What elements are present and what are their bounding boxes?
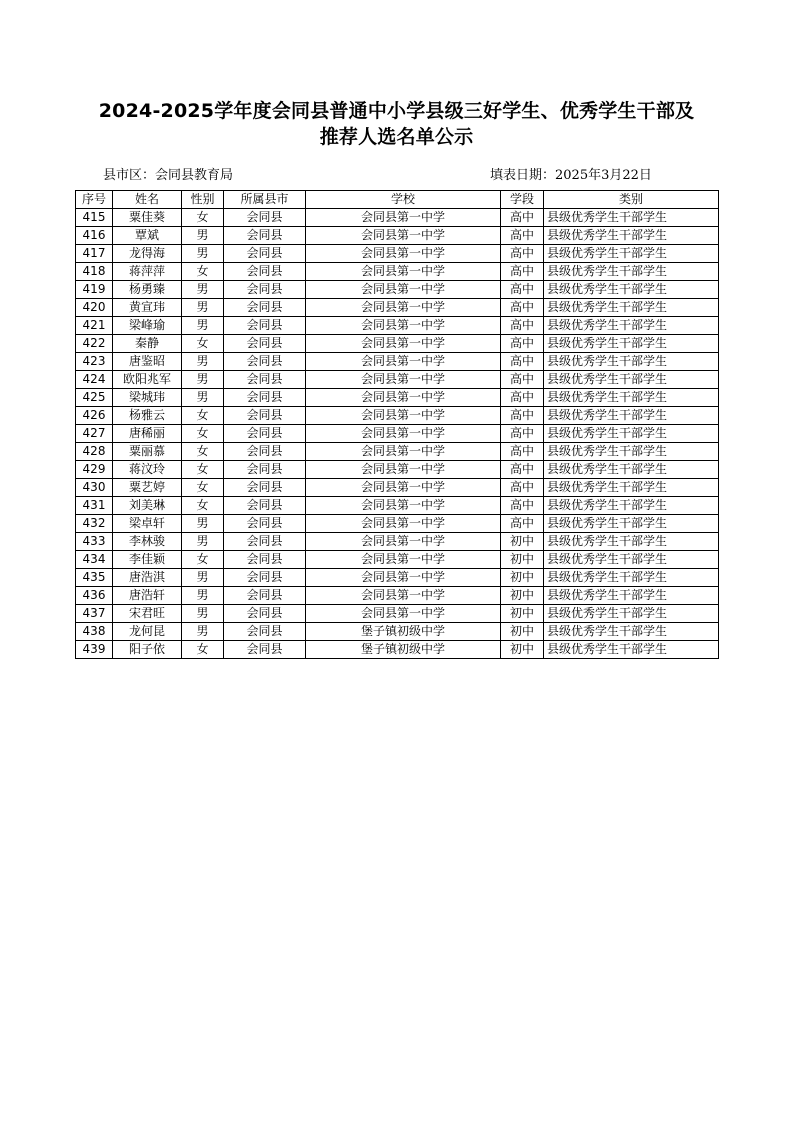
cell-name: 龙得海 <box>113 245 182 263</box>
cell-school: 会同县第一中学 <box>306 443 501 461</box>
table-row <box>76 209 719 227</box>
cell-school: 会同县第一中学 <box>306 497 501 515</box>
title-line-2: 推荐人选名单公示 <box>319 126 474 148</box>
cell-school: 会同县第一中学 <box>306 263 501 281</box>
table-body <box>76 209 719 659</box>
cell-stage: 初中 <box>501 641 544 659</box>
header-stage: 学段 <box>501 191 544 209</box>
cell-county: 会同县 <box>224 623 306 641</box>
cell-category: 县级优秀学生干部学生 <box>544 641 719 659</box>
cell-gender: 男 <box>182 587 224 605</box>
cell-county: 会同县 <box>224 569 306 587</box>
cell-category: 县级优秀学生干部学生 <box>544 587 719 605</box>
cell-gender: 男 <box>182 227 224 245</box>
cell-gender: 女 <box>182 461 224 479</box>
table-row <box>76 533 719 551</box>
cell-category: 县级优秀学生干部学生 <box>544 479 719 497</box>
cell-category: 县级优秀学生干部学生 <box>544 335 719 353</box>
cell-county: 会同县 <box>224 227 306 245</box>
table-row <box>76 263 719 281</box>
cell-gender: 男 <box>182 569 224 587</box>
cell-stage: 高中 <box>501 461 544 479</box>
cell-category: 县级优秀学生干部学生 <box>544 425 719 443</box>
cell-stage: 高中 <box>501 299 544 317</box>
cell-name: 粟艺婷 <box>113 479 182 497</box>
cell-gender: 女 <box>182 425 224 443</box>
cell-school: 会同县第一中学 <box>306 515 501 533</box>
cell-stage: 初中 <box>501 569 544 587</box>
cell-name: 梁卓轩 <box>113 515 182 533</box>
cell-index: 429 <box>76 461 113 479</box>
cell-index: 419 <box>76 281 113 299</box>
cell-school: 会同县第一中学 <box>306 389 501 407</box>
cell-gender: 男 <box>182 371 224 389</box>
cell-index: 436 <box>76 587 113 605</box>
cell-name: 李佳颖 <box>113 551 182 569</box>
cell-index: 439 <box>76 641 113 659</box>
cell-name: 唐稀丽 <box>113 425 182 443</box>
cell-index: 428 <box>76 443 113 461</box>
cell-category: 县级优秀学生干部学生 <box>544 605 719 623</box>
cell-index: 430 <box>76 479 113 497</box>
cell-school: 会同县第一中学 <box>306 425 501 443</box>
cell-category: 县级优秀学生干部学生 <box>544 515 719 533</box>
cell-index: 425 <box>76 389 113 407</box>
cell-category: 县级优秀学生干部学生 <box>544 623 719 641</box>
table-row <box>76 605 719 623</box>
cell-gender: 女 <box>182 497 224 515</box>
cell-school: 会同县第一中学 <box>306 353 501 371</box>
cell-stage: 高中 <box>501 281 544 299</box>
cell-stage: 高中 <box>501 209 544 227</box>
cell-county: 会同县 <box>224 245 306 263</box>
cell-county: 会同县 <box>224 389 306 407</box>
cell-category: 县级优秀学生干部学生 <box>544 371 719 389</box>
table-row <box>76 371 719 389</box>
cell-name: 欧阳兆军 <box>113 371 182 389</box>
cell-index: 418 <box>76 263 113 281</box>
cell-county: 会同县 <box>224 443 306 461</box>
cell-county: 会同县 <box>224 479 306 497</box>
cell-school: 会同县第一中学 <box>306 605 501 623</box>
cell-name: 阳子依 <box>113 641 182 659</box>
cell-county: 会同县 <box>224 263 306 281</box>
cell-category: 县级优秀学生干部学生 <box>544 209 719 227</box>
cell-gender: 女 <box>182 335 224 353</box>
cell-gender: 男 <box>182 605 224 623</box>
cell-school: 堡子镇初级中学 <box>306 641 501 659</box>
cell-category: 县级优秀学生干部学生 <box>544 551 719 569</box>
cell-index: 437 <box>76 605 113 623</box>
header-category: 类别 <box>544 191 719 209</box>
cell-stage: 高中 <box>501 245 544 263</box>
cell-school: 会同县第一中学 <box>306 407 501 425</box>
cell-index: 424 <box>76 371 113 389</box>
cell-gender: 女 <box>182 407 224 425</box>
cell-name: 宋君旺 <box>113 605 182 623</box>
table-row <box>76 389 719 407</box>
cell-category: 县级优秀学生干部学生 <box>544 407 719 425</box>
table-row <box>76 317 719 335</box>
cell-county: 会同县 <box>224 461 306 479</box>
cell-stage: 初中 <box>501 605 544 623</box>
cell-name: 杨勇臻 <box>113 281 182 299</box>
cell-county: 会同县 <box>224 605 306 623</box>
cell-school: 会同县第一中学 <box>306 299 501 317</box>
cell-name: 刘美琳 <box>113 497 182 515</box>
cell-name: 覃斌 <box>113 227 182 245</box>
cell-index: 421 <box>76 317 113 335</box>
cell-category: 县级优秀学生干部学生 <box>544 317 719 335</box>
cell-name: 蒋汶玲 <box>113 461 182 479</box>
cell-name: 唐浩轩 <box>113 587 182 605</box>
cell-county: 会同县 <box>224 281 306 299</box>
cell-gender: 女 <box>182 209 224 227</box>
cell-name: 蒋萍萍 <box>113 263 182 281</box>
table-header-row <box>76 191 719 209</box>
cell-gender: 男 <box>182 299 224 317</box>
table-row <box>76 461 719 479</box>
cell-stage: 高中 <box>501 335 544 353</box>
cell-stage: 初中 <box>501 587 544 605</box>
cell-county: 会同县 <box>224 209 306 227</box>
cell-school: 会同县第一中学 <box>306 479 501 497</box>
cell-gender: 女 <box>182 443 224 461</box>
cell-gender: 男 <box>182 353 224 371</box>
table-row <box>76 587 719 605</box>
table-row <box>76 623 719 641</box>
cell-name: 梁峰瑜 <box>113 317 182 335</box>
cell-stage: 高中 <box>501 317 544 335</box>
cell-stage: 初中 <box>501 533 544 551</box>
cell-gender: 男 <box>182 515 224 533</box>
cell-index: 422 <box>76 335 113 353</box>
cell-county: 会同县 <box>224 587 306 605</box>
cell-name: 秦静 <box>113 335 182 353</box>
cell-category: 县级优秀学生干部学生 <box>544 443 719 461</box>
table-row <box>76 443 719 461</box>
cell-category: 县级优秀学生干部学生 <box>544 497 719 515</box>
cell-stage: 高中 <box>501 371 544 389</box>
title-line-1: 2024-2025学年度会同县普通中小学县级三好学生、优秀学生干部及 <box>98 100 695 122</box>
header-name: 姓名 <box>113 191 182 209</box>
table-row <box>76 407 719 425</box>
cell-category: 县级优秀学生干部学生 <box>544 461 719 479</box>
table-row <box>76 281 719 299</box>
cell-county: 会同县 <box>224 497 306 515</box>
cell-name: 黄宣玮 <box>113 299 182 317</box>
student-list-table <box>75 190 719 659</box>
cell-stage: 高中 <box>501 227 544 245</box>
cell-category: 县级优秀学生干部学生 <box>544 245 719 263</box>
table-row <box>76 551 719 569</box>
cell-index: 426 <box>76 407 113 425</box>
cell-school: 会同县第一中学 <box>306 335 501 353</box>
table-row <box>76 497 719 515</box>
cell-stage: 高中 <box>501 389 544 407</box>
header-county: 所属县市 <box>224 191 306 209</box>
table-row <box>76 245 719 263</box>
cell-category: 县级优秀学生干部学生 <box>544 389 719 407</box>
cell-county: 会同县 <box>224 299 306 317</box>
cell-county: 会同县 <box>224 551 306 569</box>
cell-school: 会同县第一中学 <box>306 551 501 569</box>
cell-school: 会同县第一中学 <box>306 227 501 245</box>
table-row <box>76 479 719 497</box>
cell-stage: 初中 <box>501 623 544 641</box>
header-school: 学校 <box>306 191 501 209</box>
cell-index: 415 <box>76 209 113 227</box>
header-gender: 性别 <box>182 191 224 209</box>
cell-index: 416 <box>76 227 113 245</box>
table-row <box>76 641 719 659</box>
district-label: 县市区：会同县教育局 <box>103 168 234 183</box>
cell-category: 县级优秀学生干部学生 <box>544 353 719 371</box>
cell-name: 粟佳葵 <box>113 209 182 227</box>
cell-name: 梁城玮 <box>113 389 182 407</box>
table-row <box>76 515 719 533</box>
table-row <box>76 227 719 245</box>
cell-county: 会同县 <box>224 425 306 443</box>
cell-category: 县级优秀学生干部学生 <box>544 569 719 587</box>
cell-index: 432 <box>76 515 113 533</box>
date-label: 填表日期：2025年3月22日 <box>490 168 652 183</box>
cell-school: 会同县第一中学 <box>306 209 501 227</box>
cell-school: 会同县第一中学 <box>306 461 501 479</box>
cell-county: 会同县 <box>224 641 306 659</box>
cell-gender: 女 <box>182 551 224 569</box>
cell-county: 会同县 <box>224 515 306 533</box>
cell-index: 427 <box>76 425 113 443</box>
table-row <box>76 299 719 317</box>
cell-school: 会同县第一中学 <box>306 317 501 335</box>
table-row <box>76 353 719 371</box>
cell-gender: 男 <box>182 245 224 263</box>
cell-school: 会同县第一中学 <box>306 569 501 587</box>
cell-county: 会同县 <box>224 371 306 389</box>
cell-index: 420 <box>76 299 113 317</box>
document-title <box>0 98 793 150</box>
cell-school: 堡子镇初级中学 <box>306 623 501 641</box>
cell-name: 粟丽慕 <box>113 443 182 461</box>
cell-index: 431 <box>76 497 113 515</box>
cell-name: 杨雅云 <box>113 407 182 425</box>
cell-stage: 高中 <box>501 425 544 443</box>
cell-county: 会同县 <box>224 317 306 335</box>
cell-index: 433 <box>76 533 113 551</box>
cell-school: 会同县第一中学 <box>306 587 501 605</box>
cell-category: 县级优秀学生干部学生 <box>544 281 719 299</box>
table-row <box>76 335 719 353</box>
cell-stage: 初中 <box>501 551 544 569</box>
cell-name: 李林骏 <box>113 533 182 551</box>
cell-name: 龙何昆 <box>113 623 182 641</box>
cell-county: 会同县 <box>224 335 306 353</box>
cell-gender: 男 <box>182 281 224 299</box>
cell-stage: 高中 <box>501 479 544 497</box>
cell-stage: 高中 <box>501 353 544 371</box>
cell-index: 423 <box>76 353 113 371</box>
cell-name: 唐鉴昭 <box>113 353 182 371</box>
cell-stage: 高中 <box>501 407 544 425</box>
cell-index: 438 <box>76 623 113 641</box>
cell-gender: 男 <box>182 389 224 407</box>
cell-school: 会同县第一中学 <box>306 533 501 551</box>
cell-stage: 高中 <box>501 497 544 515</box>
table-row <box>76 569 719 587</box>
cell-index: 417 <box>76 245 113 263</box>
table-row <box>76 425 719 443</box>
cell-county: 会同县 <box>224 353 306 371</box>
cell-name: 唐浩淇 <box>113 569 182 587</box>
cell-school: 会同县第一中学 <box>306 245 501 263</box>
cell-gender: 女 <box>182 263 224 281</box>
cell-school: 会同县第一中学 <box>306 281 501 299</box>
cell-gender: 男 <box>182 623 224 641</box>
cell-category: 县级优秀学生干部学生 <box>544 299 719 317</box>
cell-category: 县级优秀学生干部学生 <box>544 263 719 281</box>
cell-county: 会同县 <box>224 407 306 425</box>
cell-index: 435 <box>76 569 113 587</box>
cell-index: 434 <box>76 551 113 569</box>
cell-category: 县级优秀学生干部学生 <box>544 533 719 551</box>
cell-stage: 高中 <box>501 263 544 281</box>
cell-school: 会同县第一中学 <box>306 371 501 389</box>
cell-category: 县级优秀学生干部学生 <box>544 227 719 245</box>
cell-gender: 女 <box>182 641 224 659</box>
header-index: 序号 <box>76 191 113 209</box>
cell-gender: 女 <box>182 479 224 497</box>
cell-gender: 男 <box>182 317 224 335</box>
cell-stage: 高中 <box>501 515 544 533</box>
cell-gender: 男 <box>182 533 224 551</box>
cell-county: 会同县 <box>224 533 306 551</box>
cell-stage: 高中 <box>501 443 544 461</box>
